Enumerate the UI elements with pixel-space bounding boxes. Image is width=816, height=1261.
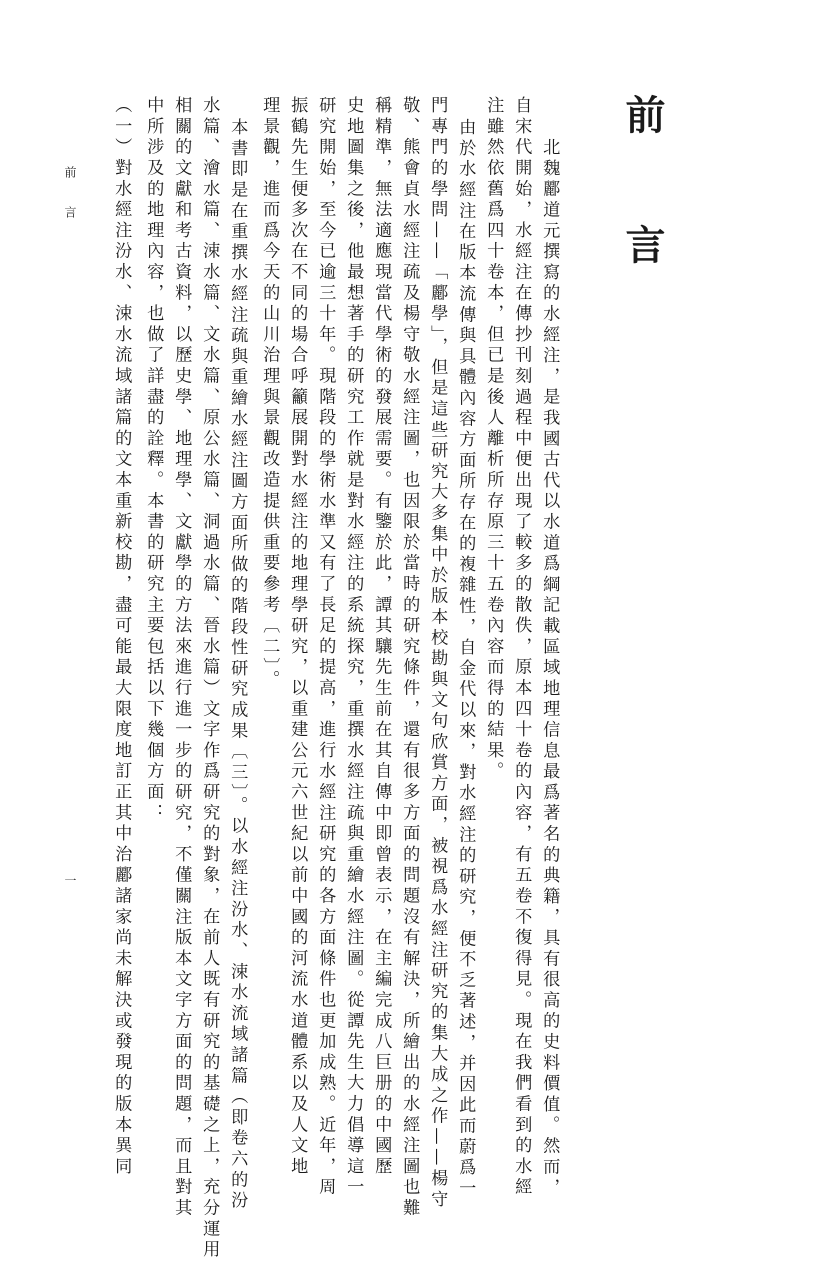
text-column: 由於水經注在版本流傳與具體內容方面所存在的複雜性，自金代以來，對水經注的研究，便不乏著述，并因此而蔚爲一 (455, 118, 476, 1200)
page-number: 一 (63, 874, 77, 886)
text-column: 本書即是在重撰水經注疏與重繪水經注圖方面所做的階段性研究成果〔三〕。以水經注汾水、涑水流域諸篇（即卷六的汾 (227, 118, 248, 1212)
text-column: 北魏酈道元撰寫的水經注，是我國古代以水道爲綱記載區域地理信息最爲著名的典籍，具有很高的史料價值。然而， (539, 138, 560, 1199)
text-column: 稱精準，無法適應現當代學術的發展需要。有鑒於此，譚其驤先生前在其自傳中即曾表示，在主編完成八巨册的中國歷 (371, 96, 392, 1178)
text-column: 史地圖集之後，他最想著手的研究工作就是對水經注的系統探究，重撰水經注疏與重繪水經注圖。從譚先生大力倡導這一 (343, 96, 364, 1199)
page-title: 前 言 (619, 94, 666, 302)
text-column: 研究開始，至今已逾三十年。現階段的學術水準又有了長足的提高，進行水經注研究的各方面條件也更加成熟。近年，周 (315, 96, 336, 1199)
text-column: 相關的文獻和考古資料，以歷史學、地理學、文獻學的方法來進行進一步的研究，不僅關注版本文字方面的問題，而且對其 (171, 96, 192, 1220)
text-column: 敬、熊會貞水經注疏及楊守敬水經注圖，也因限於當時的研究條件，還有很多方面的問題沒有解決，所繪出的水經注圖也難 (399, 96, 420, 1220)
text-column: 自宋代開始，水經注在傳抄刊刻過程中便出現了較多的散佚，原本四十卷的內容，有五卷不復得見。現在我們看到的水經 (511, 96, 532, 1199)
text-column: 理景觀，進而爲今天的山川治理與景觀改造提供重要參考〔二〕。 (259, 96, 280, 691)
text-column: （一）對水經注汾水、涑水流域諸篇的文本重新校勘，盡可能最大限度地訂正其中治酈諸家尚未解決或發現的版本異同 (111, 96, 132, 1178)
running-head: 前 言 (63, 166, 77, 230)
text-column: 中所涉及的地理內容，也做了詳盡的詮釋。本書的研究主要包括以下幾個方面： (143, 96, 164, 824)
text-column: 注雖然依舊爲四十卷本，但已是後人離析所存原三十五卷內容而得的結果。 (483, 96, 504, 783)
text-column: 水篇、澮水篇、涑水篇、文水篇、原公水篇、洞過水篇、晉水篇）文字作爲研究的對象，在前人既有研究的基礎之上，充分運用 (199, 96, 220, 1261)
text-column: 門專門的學問——「酈學」，但是這些研究大多集中於版本校勘與文句欣賞方面，被視爲水經注研究的集大成之作——楊守 (427, 96, 448, 1211)
text-column: 振鶴先生便多次在不同的場合呼籲展開對水經注的地理學研究，以重建公元六世紀以前中國的河流水道體系以及人文地 (287, 96, 308, 1178)
